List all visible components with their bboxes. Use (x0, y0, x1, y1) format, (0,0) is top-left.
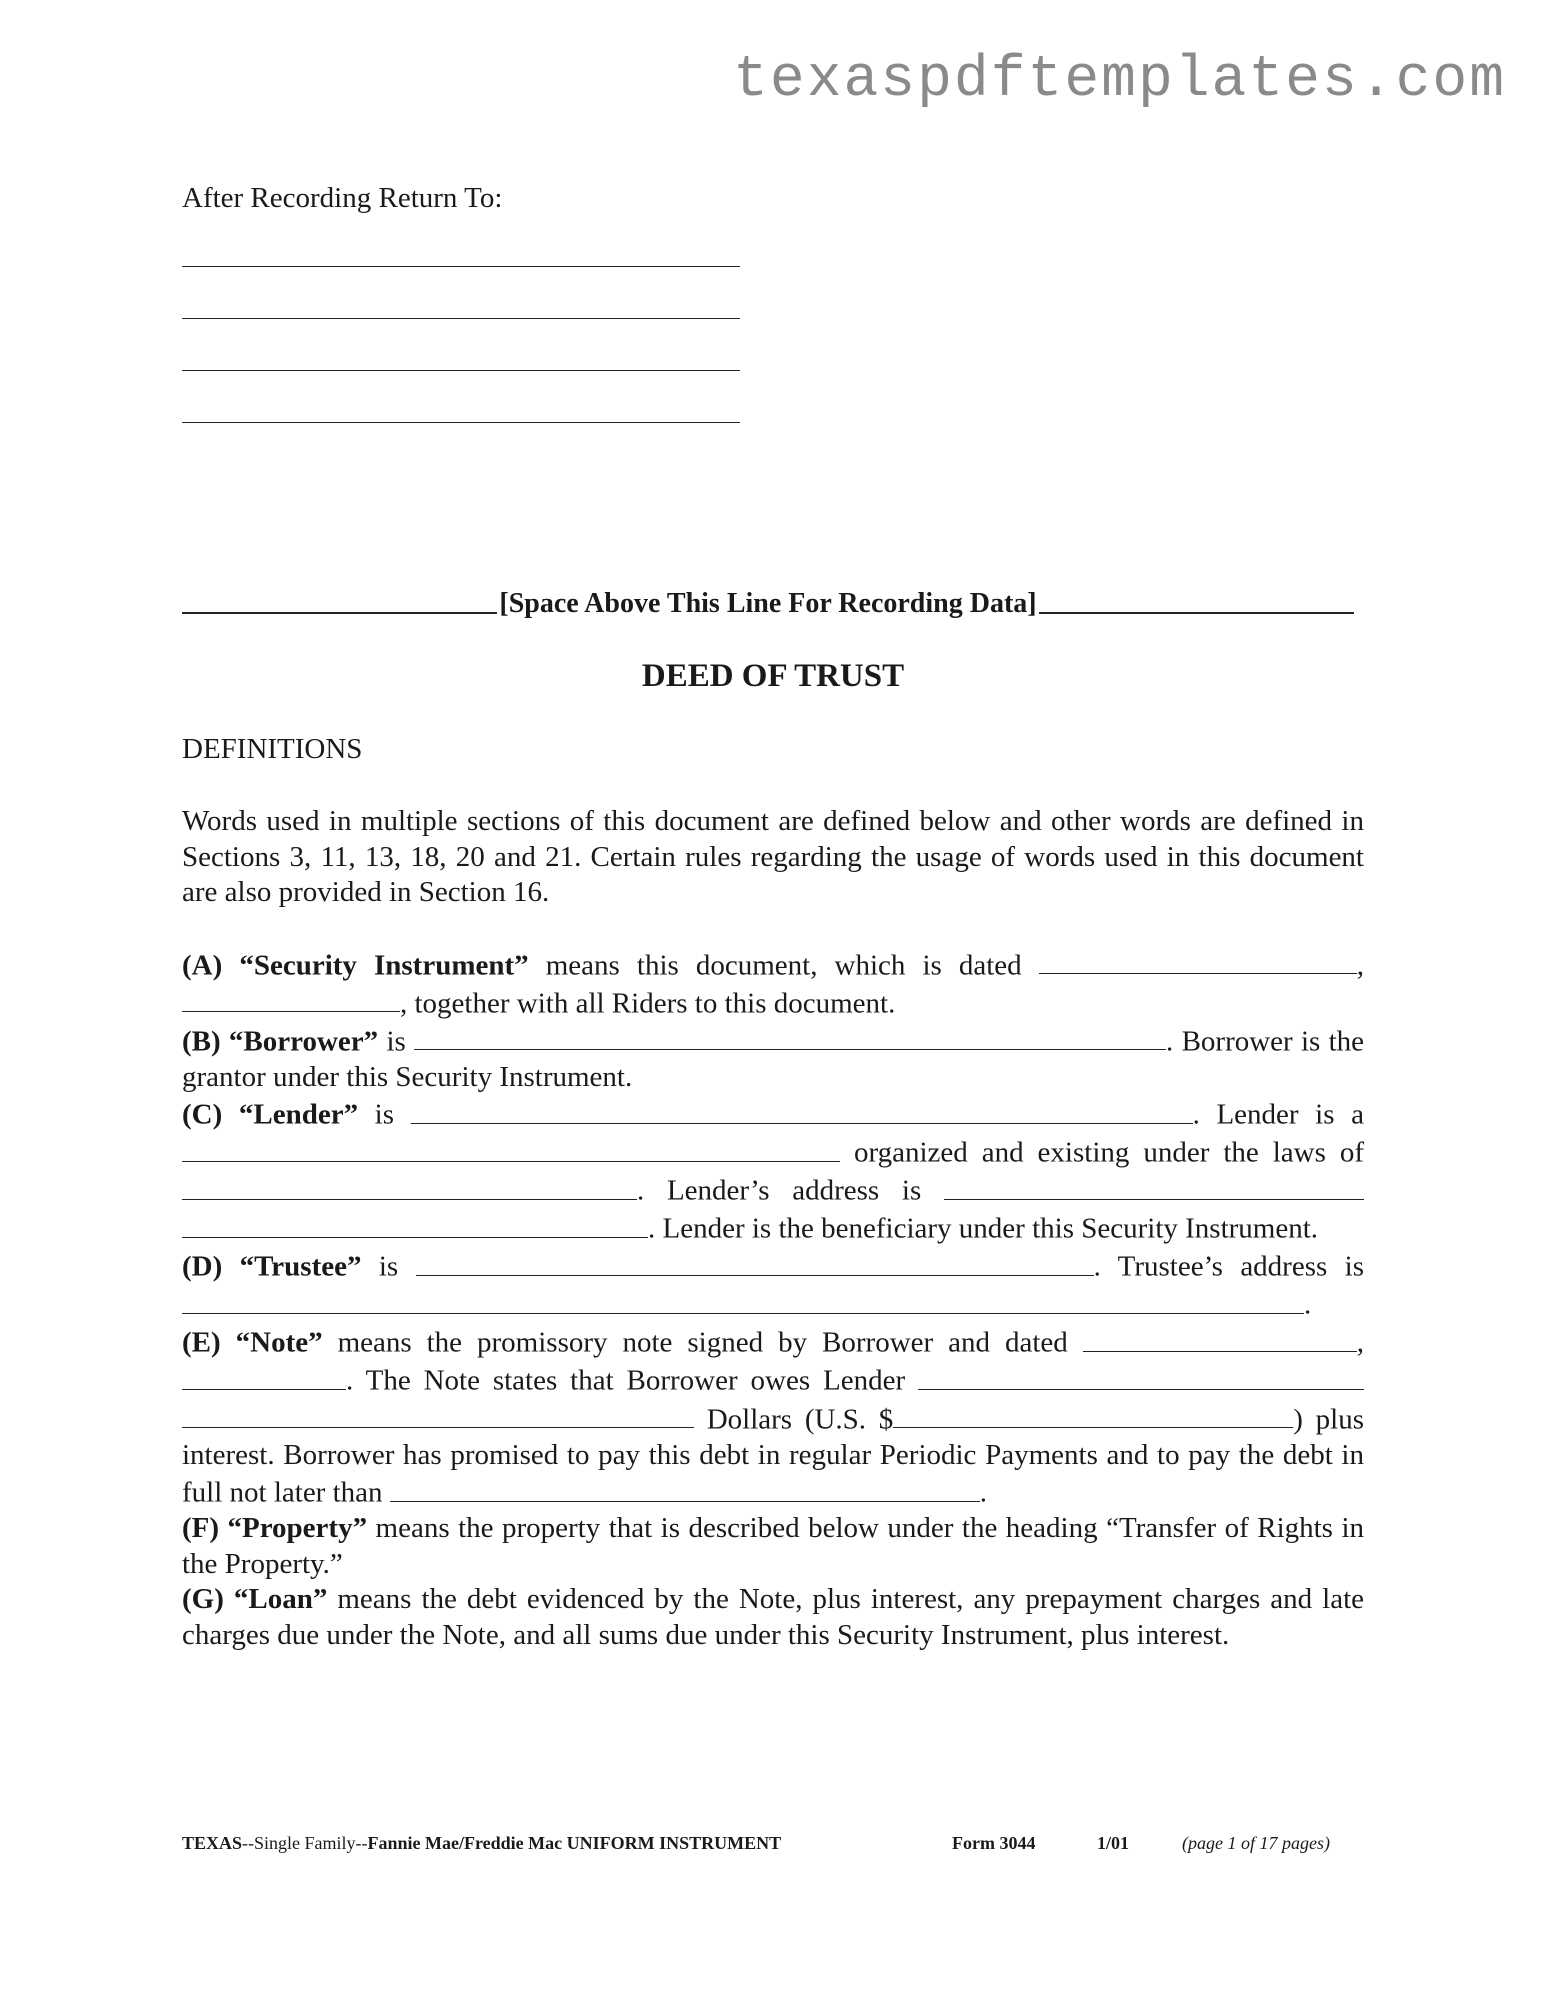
lender-address-field[interactable] (944, 1171, 1364, 1200)
definition-c: (C) “Lender” is . Lender is a organized and existing under the laws of . Lender’s address is . Lender is the beneficiary under this Security Instrument. (182, 1095, 1364, 1247)
document-title: DEED OF TRUST (641, 658, 905, 694)
definition-b-label: (B) “Borrower” (182, 1025, 379, 1058)
footer-revision: 1/01 (1097, 1833, 1130, 1853)
return-address-line-2[interactable] (182, 318, 740, 319)
footer-instrument: TEXAS--Single Family--Fannie Mae/Freddie Mac UNIFORM INSTRUMENT (182, 1833, 782, 1853)
definition-e-label: (E) “Note” (182, 1326, 323, 1359)
return-to-label: After Recording Return To: (182, 182, 503, 214)
security-instrument-date-field[interactable] (1039, 946, 1357, 975)
watermark: texaspdftemplates.com (733, 48, 1506, 113)
definition-a-label: (A) “Security Instrument” (182, 949, 529, 982)
lender-name-field[interactable] (411, 1095, 1193, 1124)
return-address-line-4[interactable] (182, 422, 740, 423)
definition-f-label: (F) “Property” (182, 1512, 368, 1545)
lender-entity-type-field[interactable] (182, 1133, 840, 1162)
footer-page-number: (page 1 of 17 pages) (1182, 1833, 1330, 1853)
definition-d: (D) “Trustee” is . Trustee’s address is . (182, 1247, 1364, 1323)
definition-g: (G) “Loan” means the debt evidenced by the Note, plus interest, any prepayment charges and late charges due under the Note, and all sums due under this Security Instrument, plus interest. (182, 1583, 1364, 1651)
recording-data-divider (182, 588, 1354, 620)
definitions-heading: DEFINITIONS (182, 733, 363, 765)
security-instrument-date-field-2[interactable] (182, 984, 400, 1013)
definition-b: (B) “Borrower” is . Borrower is the grantor under this Security Instrument. (182, 1022, 1364, 1096)
trustee-address-field[interactable] (182, 1285, 1304, 1314)
definition-c-label: (C) “Lender” (182, 1098, 359, 1131)
lender-jurisdiction-field[interactable] (182, 1171, 637, 1200)
loan-amount-number-field[interactable] (893, 1400, 1293, 1429)
recording-data-label: [Space Above This Line For Recording Data] (499, 588, 1037, 619)
lender-address-field-2[interactable] (182, 1209, 648, 1238)
definition-f: (F) “Property” means the property that is described below under the heading “Transfer of Rights in the Property.” (182, 1512, 1364, 1580)
footer-form-number: Form 3044 (952, 1833, 1036, 1853)
definition-d-label: (D) “Trustee” (182, 1250, 362, 1283)
maturity-date-field[interactable] (390, 1473, 980, 1502)
return-address-line-3[interactable] (182, 370, 740, 371)
note-date-field[interactable] (1083, 1323, 1357, 1352)
page-footer (182, 1833, 1364, 1854)
borrower-name-field[interactable] (414, 1022, 1166, 1051)
loan-amount-words-field-2[interactable] (182, 1400, 694, 1429)
definition-g-label: (G) “Loan” (182, 1583, 328, 1616)
definition-a: (A) “Security Instrument” means this document, which is dated , , together with all Riders to this document. (182, 946, 1364, 1022)
intro-paragraph: Words used in multiple sections of this document are defined below and other words are defined in Sections 3, 11, 13, 18, 20 and 21. Certain rules regarding the usage of words used in this document are also provided in Section 16. (182, 805, 1364, 908)
definition-e: (E) “Note” means the promissory note signed by Borrower and dated , . The Note states that Borrower owes Lender Dollars (U.S. $ ) plus interest. Borrower has promised to pay this debt in regular Periodic Payments and to pay the debt in full not later than . (182, 1323, 1364, 1511)
note-date-field-2[interactable] (182, 1361, 346, 1390)
definitions-body (182, 804, 1364, 1653)
loan-amount-words-field[interactable] (918, 1361, 1364, 1390)
return-address-line-1[interactable] (182, 266, 740, 267)
trustee-name-field[interactable] (416, 1247, 1094, 1276)
